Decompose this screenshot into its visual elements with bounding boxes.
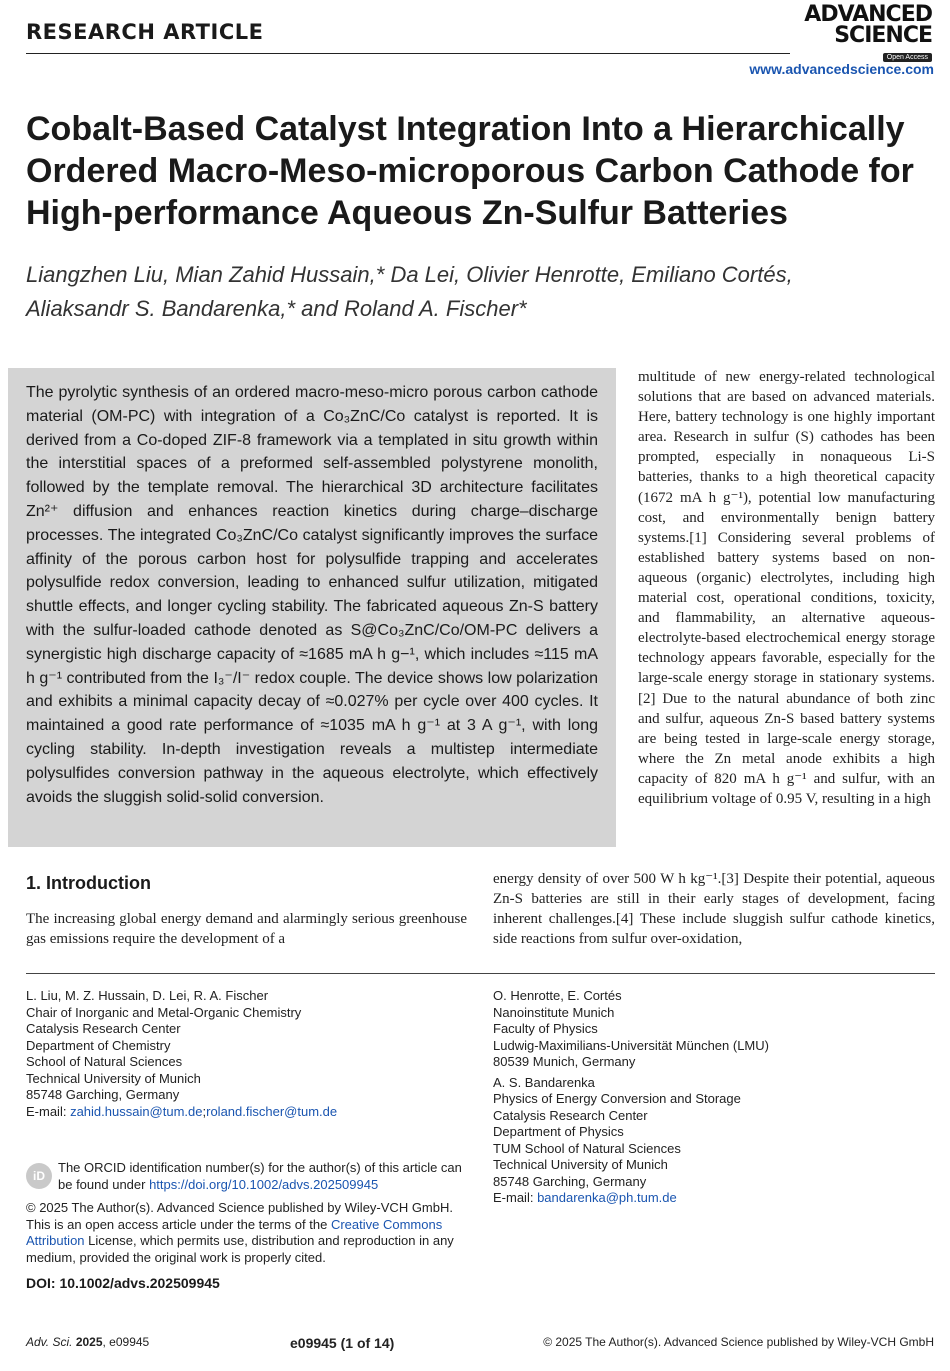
affiliation-line: Department of Chemistry [26,1037,171,1053]
section-heading-introduction: 1. Introduction [26,873,151,893]
affiliation-line: Catalysis Research Center [493,1107,648,1123]
email-separator: ; [202,1103,207,1119]
open-access-badge: Open Access [883,53,932,62]
affiliation-line: Chair of Inorganic and Metal-Organic Chemistry [26,1004,302,1020]
affiliation-line: School of Natural Sciences [26,1054,183,1069]
abstract-text: The pyrolytic synthesis of an ordered macro-meso-micro porous carbon cathode material (OM-PC) with integration of a Co₃ZnC/Co catalyst is reported. It is derived from a Co-doped ZIF-8 framework via a templated in situ growth within the interstitial spaces of a preformed self-assembled polystyrene monolith, followed by the template removal. The hierarchical 3D architecture facilitates Zn²⁺ diffusion and enhances reaction kinetics during charge–discharge processes. The integrated Co₃ZnC/Co catalyst significantly improves the surface affinity of the porous carbon host for polysulfide trapping and accelerates polysulfide redox conversion, leading to enhanced sulfur utilization, mitigated shuttle effects, and longer cycling stability. The fabricated aqueous Zn-S battery with the sulfur-loaded cathode denoted as S@Co₃ZnC/Co/OM-PC delivers a synergistic high discharge capacity of ≈1685 mA h g−¹, which includes ≈115 mA h g⁻¹ contributed from the I₃⁻/I⁻ redox couple. The device shows low polarization and exhibits a minimal capacity decay of ≈0.027% per cycle over 400 cycles. It maintained a good rate performance of ≈1035 mA h g⁻¹ at 3 A g⁻¹, with long cycling stability. In-depth investigation reveals a multistep intermediate polysulfides conversion pathway in the aqueous electrolyte, which effectively avoids the sluggish solid-solid conversion. [26,384,598,806]
affiliation-line: Physics of Energy Conversion and Storage [493,1091,741,1106]
affiliation-line: L. Liu, M. Z. Hussain, D. Lei, R. A. Fischer [26,988,269,1003]
copyright-note [26,1200,467,1266]
affiliation-line: Technical University of Munich [493,1157,668,1172]
orcid-note [58,1160,468,1193]
header-rule [26,53,790,54]
affiliation-line: 85748 Garching, Germany [493,1173,647,1189]
email-label: E-mail: [493,1190,538,1205]
copyright-text-end: License, which permits use, distribution and reproduction in any medium, provided the original work is properly cited. [26,1233,454,1265]
affiliation-line: A. S. Bandarenka [493,1074,595,1090]
email-line [493,1190,935,1207]
email-link-hussain[interactable]: zahid.hussain@tum.de [70,1103,203,1119]
affiliation-line: TUM School of Natural Sciences [493,1140,681,1156]
email-link-fischer[interactable]: roland.fischer@tum.de [206,1103,338,1119]
email-link-bandarenka[interactable]: bandarenka@ph.tum.de [537,1190,677,1205]
authors-line: Aliaksandr S. Bandarenka,* and Roland A. Fischer* [26,296,527,321]
email-label: E-mail: [26,1103,71,1119]
affiliation-right [493,988,935,1207]
author-list [26,258,906,326]
affiliation-line: Department of Physics [493,1124,624,1139]
body-right-column-bottom: energy density of over 500 W h kg⁻¹.[3] Despite their potential, aqueous Zn-S batteries are still in their early stages of development, facing inherent challenges.[4] These include sluggish sulfur cathode kinetics, side reactions from sulfur over-oxidation, [493,871,935,948]
footer-copyright: © 2025 The Author(s). Advanced Science published by Wiley-VCH GmbH [543,1335,934,1349]
orcid-note-text: The ORCID identification number(s) for the author(s) of this article can be found under [58,1160,462,1192]
title-line: High-performance Aqueous Zn-Sulfur Batteries [26,194,788,232]
affiliation-line: Catalysis Research Center [26,1021,181,1036]
logo-line-2: SCIENCE [834,23,932,48]
orcid-doi-link[interactable]: https://doi.org/10.1002/advs.202509945 [149,1176,379,1192]
affiliation-line: Ludwig-Maximilians-Universität München (LMU) [493,1037,769,1053]
copyright-text: © 2025 The Author(s). Advanced Science published by Wiley-VCH GmbH. This is an open access article under the terms of the [26,1200,453,1232]
affiliation-line: O. Henrotte, E. Cortés [493,988,622,1003]
footer-article-id: , e09945 [102,1335,150,1349]
affiliation-left [26,988,466,1120]
body-right-column-top: multitude of new energy-related technological solutions that are based on advanced materials. Here, battery technology is one highly important area. Research in sulfur (S) cathodes has been prompted, especially in nonaqueous Li-S batteries, thanks to a high theoretical capacity (1672 mA h g⁻¹), potential low manufacturing cost, and environmentally benign battery systems.[1] Considering several problems of established battery systems based on non-aqueous (organic) electrolytes, including high material cost, operational conditions, toxicity, and flammability, an alternative aqueous-electrolyte-based electrochemical energy storage technology appears favorable, especially for the large-scale energy storage in stationary systems.[2] Due to the natural abundance of both zinc and sulfur, aqueous Zn-S based battery systems are being tested in large-scale energy storage, where the Zn metal anode exhibits a high capacity of 820 mA h g⁻¹ and sulfur, with an equilibrium voltage of 0.95 V, resulting in a high [638,369,935,807]
title-line: Cobalt-Based Catalyst Integration Into a Hierarchically [26,110,905,148]
title-line: Ordered Macro-Meso-microporous Carbon Cathode for [26,152,914,190]
journal-url-link[interactable]: www.advancedscience.com [749,61,934,77]
affiliation-line: Faculty of Physics [493,1021,598,1036]
affiliation-line: Technical University of Munich [26,1070,201,1086]
footer-page-number: e09945 (1 of 14) [290,1335,395,1351]
abstract [26,381,598,809]
footer-year: 2025 [75,1335,103,1349]
affiliation-divider [26,973,935,974]
authors-line: Liangzhen Liu, Mian Zahid Hussain,* Da Lei, Olivier Henrotte, Emiliano Cortés, [26,262,793,287]
affiliation-line: 85748 Garching, Germany [26,1087,180,1102]
orcid-icon: iD [26,1163,52,1189]
footer-journal: Adv. Sci. [26,1335,73,1349]
affiliation-line: Nanoinstitute Munich [493,1004,615,1020]
logo-line-1: ADVANCED [804,2,932,27]
section-label: RESEARCH ARTICLE [26,20,264,44]
doi-line: DOI: 10.1002/advs.202509945 [26,1275,220,1291]
email-line [26,1104,466,1121]
journal-logo [792,4,932,64]
intro-paragraph: The increasing global energy demand and alarmingly serious greenhouse gas emissions require the development of a [26,911,467,948]
affiliation-line: 80539 Munich, Germany [493,1054,636,1069]
article-title [26,108,914,234]
creative-commons-link[interactable]: Creative Commons Attribution [26,1216,443,1248]
footer-citation [26,1335,149,1349]
